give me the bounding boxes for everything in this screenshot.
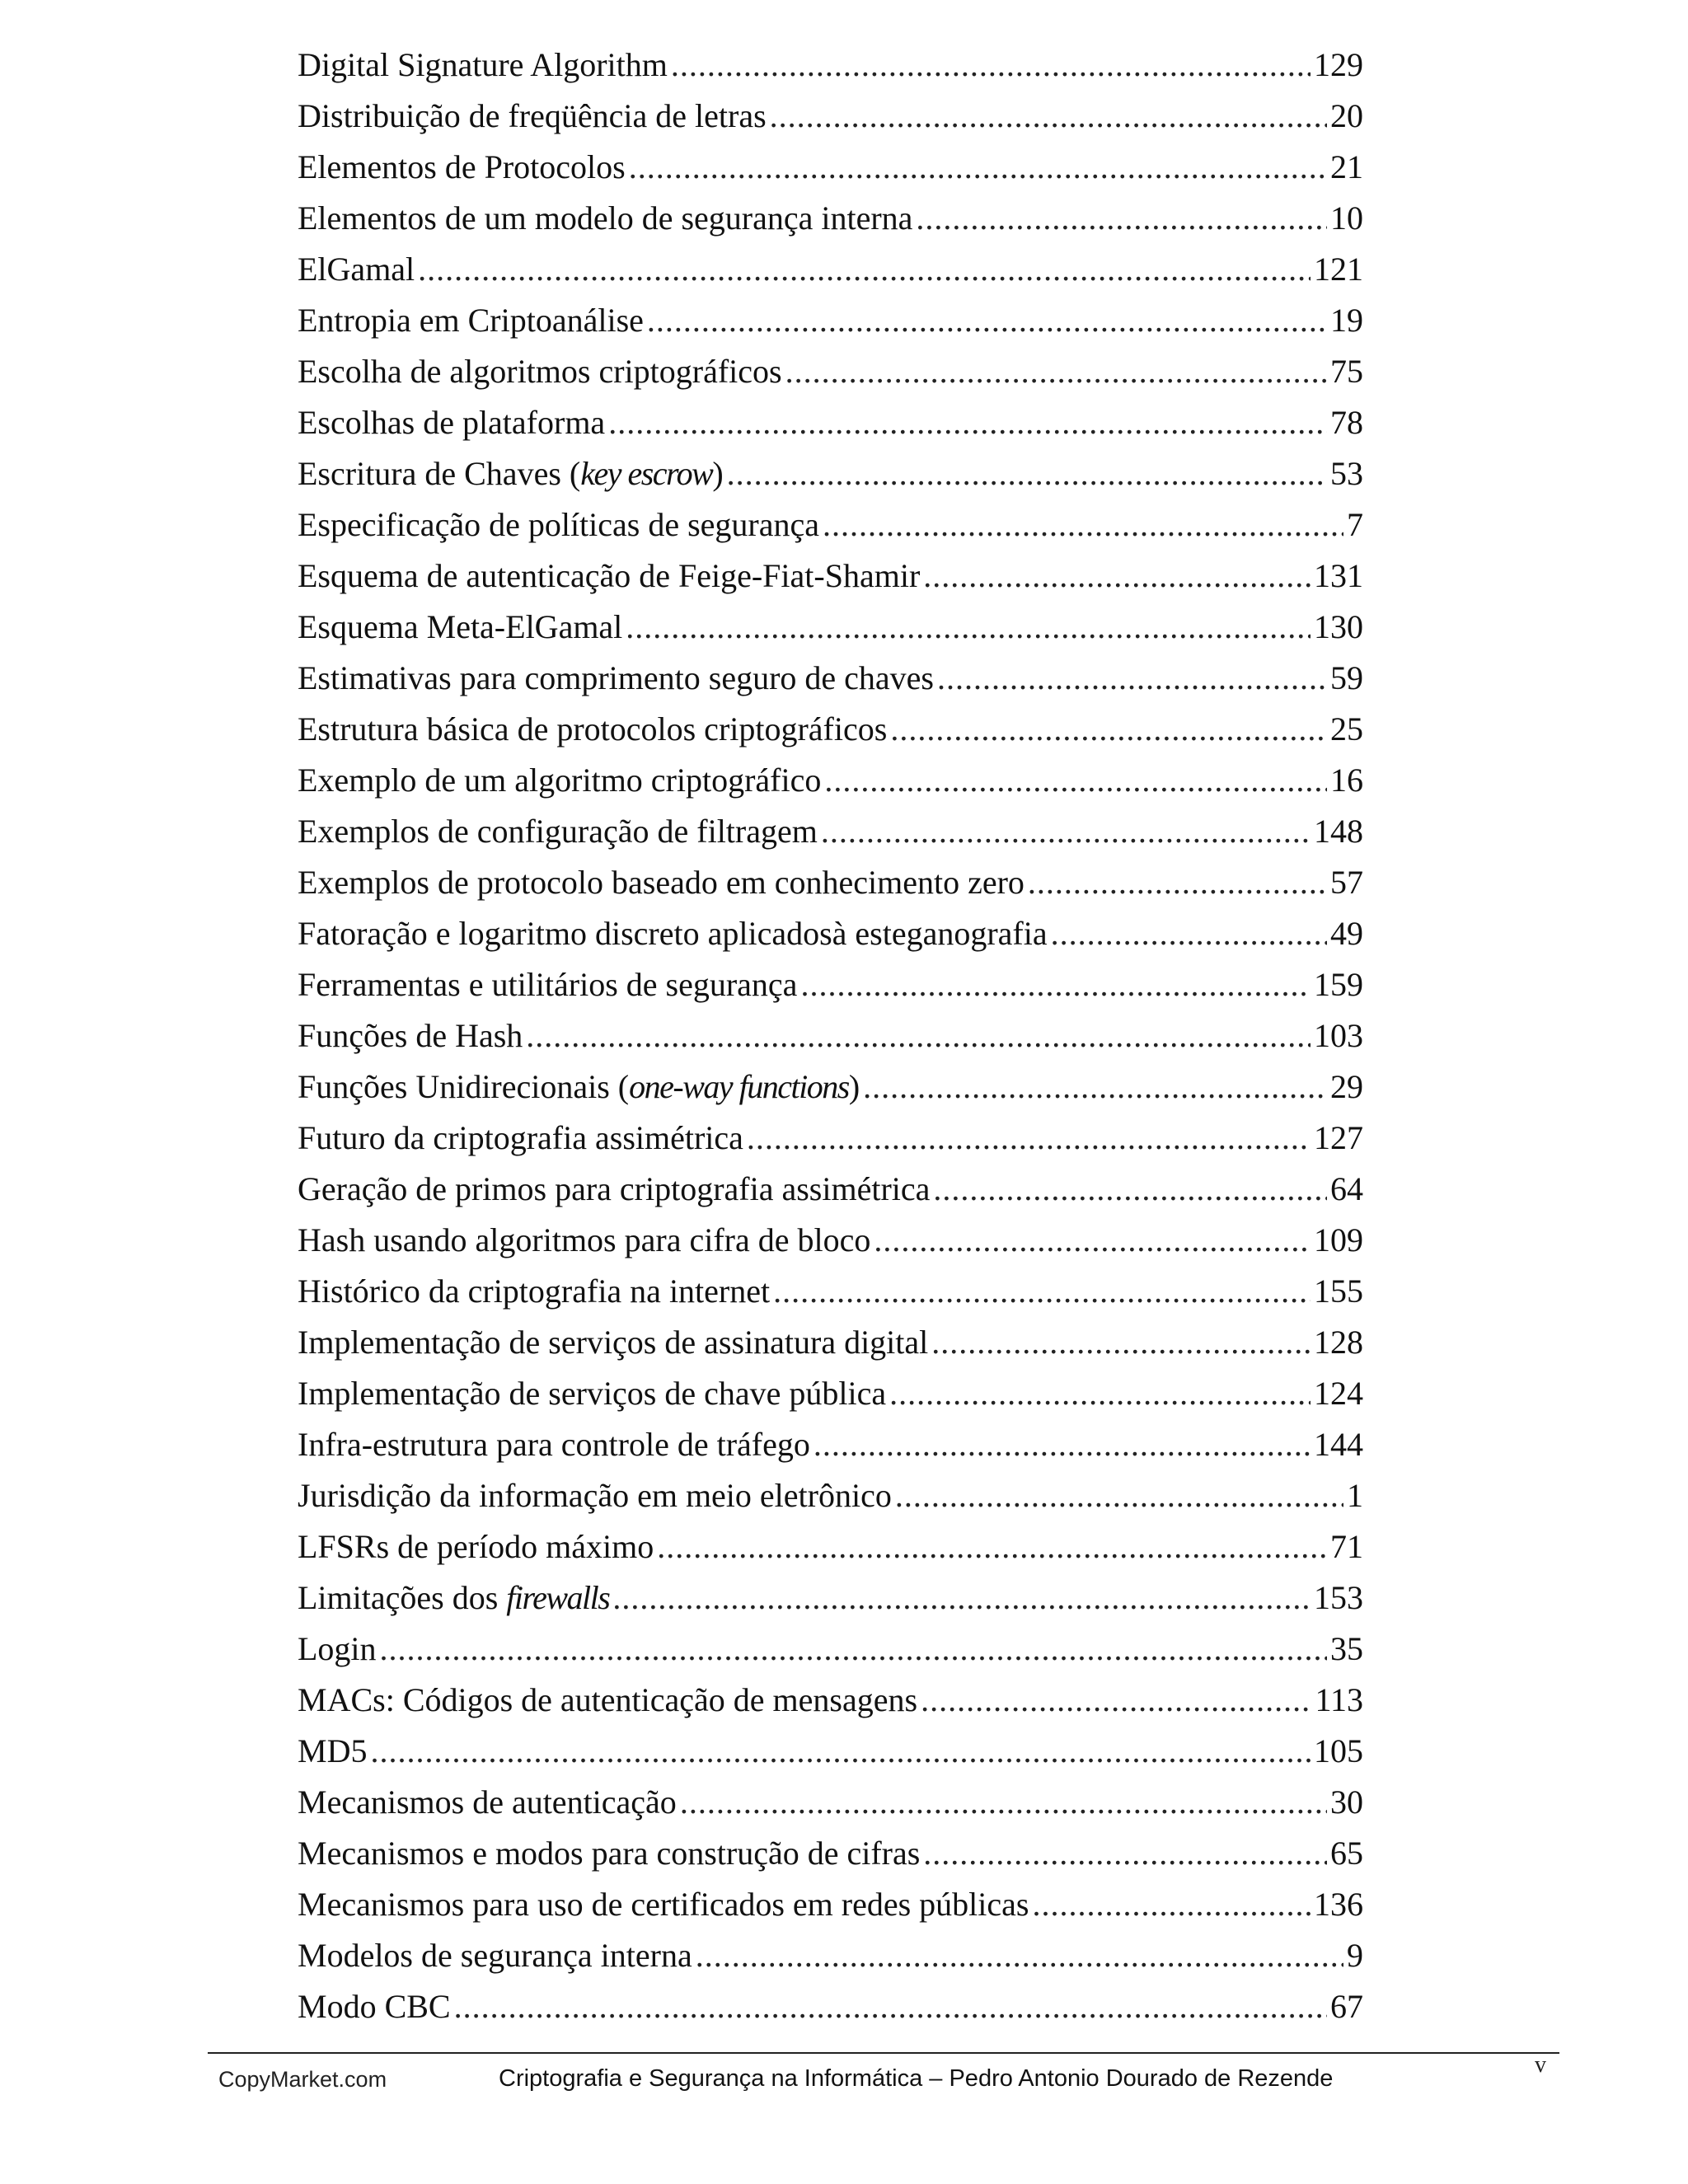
index-entry — [298, 806, 1363, 857]
index-entry-title: Escolha de algoritmos criptográficos — [298, 353, 782, 390]
dot-leader — [933, 1164, 1327, 1215]
dot-leader — [647, 295, 1327, 346]
dot-leader — [629, 142, 1327, 193]
index-entry-title: Limitações dos firewalls — [298, 1579, 610, 1616]
index-entry — [298, 1419, 1363, 1470]
index-entry-title: Funções de Hash — [298, 1017, 523, 1054]
index-entry-page: 25 — [1330, 710, 1363, 748]
dot-leader — [800, 959, 1311, 1010]
index-entry-page: 127 — [1314, 1119, 1363, 1156]
index-entry-title: MD5 — [298, 1732, 368, 1769]
dot-leader — [612, 1572, 1311, 1624]
dot-leader — [608, 397, 1327, 448]
index-entry — [298, 704, 1363, 755]
index-entry-title: Modelos de segurança interna — [298, 1937, 692, 1974]
index-entry-page: 29 — [1330, 1068, 1363, 1105]
dot-leader — [671, 40, 1311, 91]
index-entry-title: Mecanismos de autenticação — [298, 1783, 677, 1821]
index-entry-title: Escolhas de plataforma — [298, 404, 606, 441]
index-entry-title: Elementos de um modelo de segurança interna — [298, 199, 913, 237]
index-entry-page: 30 — [1330, 1783, 1363, 1821]
index-entry-title: Escritura de Chaves (key escrow) — [298, 455, 724, 492]
dot-leader — [916, 193, 1327, 244]
dot-leader — [626, 602, 1311, 653]
index-entry-title: Esquema de autenticação de Feige-Fiat-Shamir — [298, 557, 921, 594]
index-entry — [298, 244, 1363, 295]
index-entry — [298, 908, 1363, 959]
index-entry-title: Elementos de Protocolos — [298, 148, 626, 185]
index-entry-page: 155 — [1314, 1272, 1363, 1310]
index-entry — [298, 397, 1363, 448]
index-entry — [298, 1879, 1363, 1930]
index-entry-page: 78 — [1330, 404, 1363, 441]
index-entry — [298, 1164, 1363, 1215]
index-entry-page: 21 — [1330, 148, 1363, 185]
index-entry — [298, 1624, 1363, 1675]
index-entry-page: 7 — [1347, 506, 1363, 543]
index-entry — [298, 653, 1363, 704]
dot-leader — [923, 551, 1311, 602]
dot-leader — [526, 1010, 1311, 1062]
index-entry-title: MACs: Códigos de autenticação de mensagens — [298, 1681, 918, 1718]
index-entry-title: Especificação de políticas de segurança — [298, 506, 820, 543]
index-entry-title: Fatoração e logaritmo discreto aplicadosà esteganografia — [298, 915, 1048, 952]
index-entry-title: Exemplos de protocolo baseado em conhecimento zero — [298, 864, 1025, 901]
dot-leader — [931, 1317, 1311, 1368]
footer-book-title: Criptografia e Segurança na Informática – Pedro Antonio Dourado de Rezende — [499, 2065, 1334, 2092]
index-entry-page: 136 — [1314, 1886, 1363, 1923]
dot-leader — [680, 1777, 1327, 1828]
dot-leader — [747, 1113, 1311, 1164]
index-entry-page: 64 — [1330, 1170, 1363, 1207]
index-entry-page: 103 — [1314, 1017, 1363, 1054]
dot-leader — [657, 1521, 1327, 1572]
index-entry-page: 9 — [1347, 1937, 1363, 1974]
index-entry-title: Mecanismos para uso de certificados em redes públicas — [298, 1886, 1029, 1923]
dot-leader — [821, 806, 1311, 857]
index-entry — [298, 1930, 1363, 1981]
index-entry-page: 20 — [1330, 97, 1363, 134]
dot-leader — [923, 1828, 1327, 1879]
index-entry — [298, 1726, 1363, 1777]
index-entry-page: 124 — [1314, 1375, 1363, 1412]
index-entry-title: Exemplo de um algoritmo criptográfico — [298, 762, 822, 799]
index-entry — [298, 551, 1363, 602]
index-entry — [298, 1113, 1363, 1164]
index-entry-title: Infra-estrutura para controle de tráfego — [298, 1426, 810, 1463]
index-entry-title: Modo CBC — [298, 1988, 451, 2025]
index-entry-title: Estrutura básica de protocolos criptográficos — [298, 710, 888, 748]
index-entry-title: Distribuição de freqüência de letras — [298, 97, 767, 134]
index-entry — [298, 755, 1363, 806]
index-entry — [298, 1266, 1363, 1317]
footer-site: CopyMarket.com — [218, 2067, 387, 2092]
index-entry — [298, 1521, 1363, 1572]
dot-leader — [785, 346, 1327, 397]
index-entry-page: 19 — [1330, 302, 1363, 339]
index-entry-page: 144 — [1314, 1426, 1363, 1463]
index-entry — [298, 857, 1363, 908]
dot-leader — [370, 1726, 1311, 1777]
index-entry — [298, 40, 1363, 91]
footer-divider — [208, 2052, 1559, 2054]
index-entry-page: 159 — [1314, 966, 1363, 1003]
index-entry — [298, 959, 1363, 1010]
index-entry-title: Digital Signature Algorithm — [298, 46, 668, 83]
dot-leader — [890, 704, 1327, 755]
index-entry — [298, 346, 1363, 397]
index-entry-page: 65 — [1330, 1835, 1363, 1872]
dot-leader — [814, 1419, 1311, 1470]
index-entry-page: 16 — [1330, 762, 1363, 799]
dot-leader — [1028, 857, 1327, 908]
index-entry-title: LFSRs de período máximo — [298, 1528, 654, 1565]
index-entry-page: 121 — [1314, 251, 1363, 288]
index-entry-page: 129 — [1314, 46, 1363, 83]
index-entry-page: 105 — [1314, 1732, 1363, 1769]
index-entry — [298, 602, 1363, 653]
dot-leader — [895, 1470, 1343, 1521]
index-entry — [298, 1828, 1363, 1879]
index-entry-page: 57 — [1330, 864, 1363, 901]
index-entry-page: 131 — [1314, 557, 1363, 594]
dot-leader — [937, 653, 1327, 704]
index-entry-page: 75 — [1330, 353, 1363, 390]
index-entry-page: 109 — [1314, 1221, 1363, 1258]
index-entry-title: Histórico da criptografia na internet — [298, 1272, 771, 1310]
index-entry — [298, 448, 1363, 499]
index-entry-title: Hash usando algoritmos para cifra de bloco — [298, 1221, 871, 1258]
index-entry-page: 49 — [1330, 915, 1363, 952]
dot-leader — [874, 1215, 1311, 1266]
index-entry — [298, 1215, 1363, 1266]
index-entry-page: 59 — [1330, 659, 1363, 696]
index-entry-title: Login — [298, 1630, 377, 1667]
index-entry-title: ElGamal — [298, 251, 415, 288]
index-entry-title: Mecanismos e modos para construção de cifras — [298, 1835, 921, 1872]
index-entry — [298, 1777, 1363, 1828]
index-entry-title: Esquema Meta-ElGamal — [298, 608, 623, 645]
dot-leader — [1032, 1879, 1311, 1930]
index-entry — [298, 295, 1363, 346]
dot-leader — [823, 499, 1343, 551]
index-entry-page: 153 — [1314, 1579, 1363, 1616]
index-entry — [298, 1675, 1363, 1726]
index-entry-title: Ferramentas e utilitários de segurança — [298, 966, 798, 1003]
index-entry-page: 53 — [1330, 455, 1363, 492]
index-entry-title: Implementação de serviços de assinatura digital — [298, 1324, 929, 1361]
index-entry-title: Jurisdição da informação em meio eletrônico — [298, 1477, 892, 1514]
dot-leader — [824, 755, 1327, 806]
footer-page-number: v — [1535, 2052, 1546, 2078]
index-entry-page: 10 — [1330, 199, 1363, 237]
index-entry-title: Funções Unidirecionais (one-way functions) — [298, 1068, 860, 1105]
index-entry — [298, 1368, 1363, 1419]
index-entry-title: Futuro da criptografia assimétrica — [298, 1119, 743, 1156]
index-entry-title: Entropia em Criptoanálise — [298, 302, 644, 339]
index-entry — [298, 1010, 1363, 1062]
index-entry — [298, 1572, 1363, 1624]
dot-leader — [727, 448, 1327, 499]
index-entry — [298, 1470, 1363, 1521]
index-entry — [298, 1062, 1363, 1113]
dot-leader — [1051, 908, 1327, 959]
index-entry-title: Exemplos de configuração de filtragem — [298, 813, 818, 850]
dot-leader — [380, 1624, 1327, 1675]
index-entry-title: Geração de primos para criptografia assimétrica — [298, 1170, 931, 1207]
index-entry-page: 67 — [1330, 1988, 1363, 2025]
dot-leader — [863, 1062, 1327, 1113]
index-entry — [298, 1317, 1363, 1368]
index-entry-page: 148 — [1314, 813, 1363, 850]
index-entry-page: 113 — [1315, 1681, 1363, 1718]
index-entry — [298, 1981, 1363, 2032]
dot-leader — [770, 91, 1327, 142]
index-entry-page: 130 — [1314, 608, 1363, 645]
index-entry — [298, 499, 1363, 551]
dot-leader — [889, 1368, 1311, 1419]
index-entry — [298, 193, 1363, 244]
index-entry-page: 35 — [1330, 1630, 1363, 1667]
index-list — [298, 40, 1363, 2032]
index-entry — [298, 142, 1363, 193]
index-entry-page: 1 — [1347, 1477, 1363, 1514]
dot-leader — [921, 1675, 1311, 1726]
dot-leader — [454, 1981, 1327, 2032]
dot-leader — [696, 1930, 1343, 1981]
dot-leader — [418, 244, 1311, 295]
index-entry-title: Estimativas para comprimento seguro de chaves — [298, 659, 934, 696]
index-entry-page: 128 — [1314, 1324, 1363, 1361]
index-entry — [298, 91, 1363, 142]
dot-leader — [773, 1266, 1311, 1317]
index-entry-page: 71 — [1330, 1528, 1363, 1565]
index-entry-title: Implementação de serviços de chave pública — [298, 1375, 887, 1412]
